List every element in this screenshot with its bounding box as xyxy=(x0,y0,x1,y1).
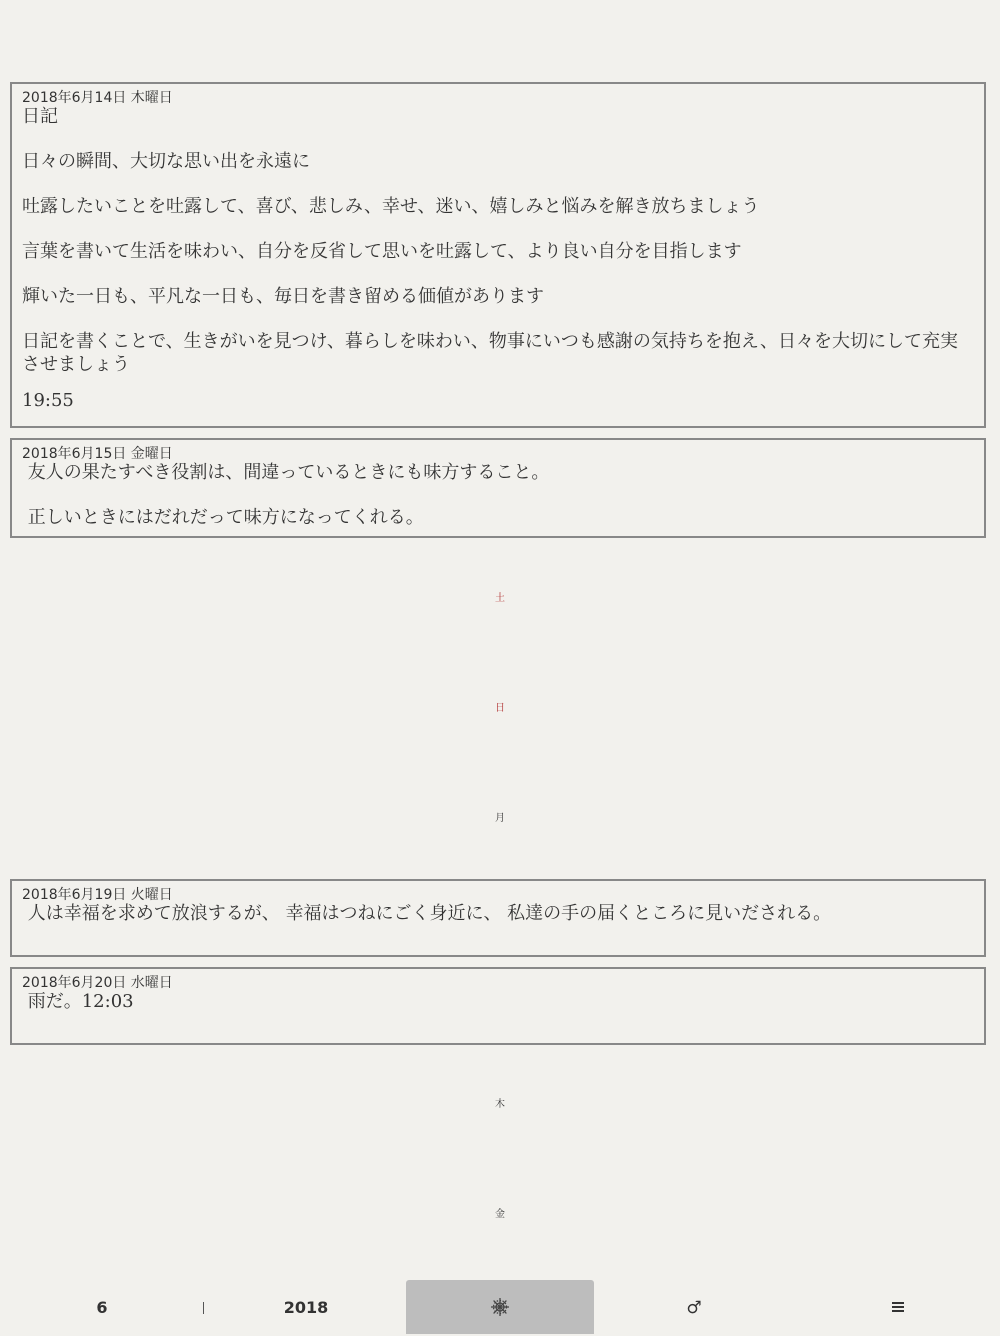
entry-date: 2018年6月20日 水曜日 xyxy=(22,975,173,991)
gender-icon[interactable]: ♂ xyxy=(686,1298,702,1318)
empty-day-saturday[interactable]: 土 xyxy=(495,593,505,604)
empty-day-friday[interactable]: 金 xyxy=(495,1209,505,1220)
diary-entry[interactable] xyxy=(10,438,986,538)
empty-day-sunday[interactable]: 日 xyxy=(495,703,505,714)
month-year-divider xyxy=(203,1302,204,1314)
empty-day-monday[interactable]: 月 xyxy=(495,813,505,824)
snowflake-emblem-icon xyxy=(490,1297,510,1317)
home-button[interactable] xyxy=(406,1280,594,1334)
entry-date: 2018年6月14日 木曜日 xyxy=(22,90,173,106)
hamburger-menu-icon[interactable] xyxy=(868,1280,928,1334)
diary-entry[interactable] xyxy=(10,879,986,957)
entry-body: 日記 日々の瞬間、大切な思い出を永遠に 吐露したいことを吐露して、喜び、悲しみ、幸せ、迷い、嬉しみと悩みを解き放ちましょう 言葉を書いて生活を味わい、自分を反省して思いを吐露して、より良い自分を目指します 輝いた一日も、平凡な一日も、毎日を書き留める価値があります 日記を書くことで、生きがいを見つけ、暮らしを味わい、物事にいつも感謝の気持ちを抱え、日々を大切にして充実させましょう xyxy=(22,106,958,375)
month-selector[interactable]: 6 xyxy=(96,1298,108,1317)
diary-entry[interactable] xyxy=(10,82,986,428)
entry-time: 19:55 xyxy=(22,390,74,411)
entry-body: 人は幸福を求めて放浪するが、 幸福はつねにごく身近に、 私達の手の届くところに見いだされる。 xyxy=(22,903,832,924)
entry-date: 2018年6月15日 金曜日 xyxy=(22,446,173,462)
entry-body: 雨だ。12:03 xyxy=(22,991,134,1012)
year-selector[interactable]: 2018 xyxy=(283,1298,329,1317)
entry-body: 友人の果たすべき役割は、間違っているときにも味方すること。 正しいときにはだれだって味方になってくれる。 xyxy=(27,462,550,528)
bottom-toolbar xyxy=(0,1280,1000,1334)
entry-date: 2018年6月19日 火曜日 xyxy=(22,887,173,903)
diary-entry[interactable] xyxy=(10,967,986,1045)
empty-day-thursday[interactable]: 木 xyxy=(495,1099,505,1110)
